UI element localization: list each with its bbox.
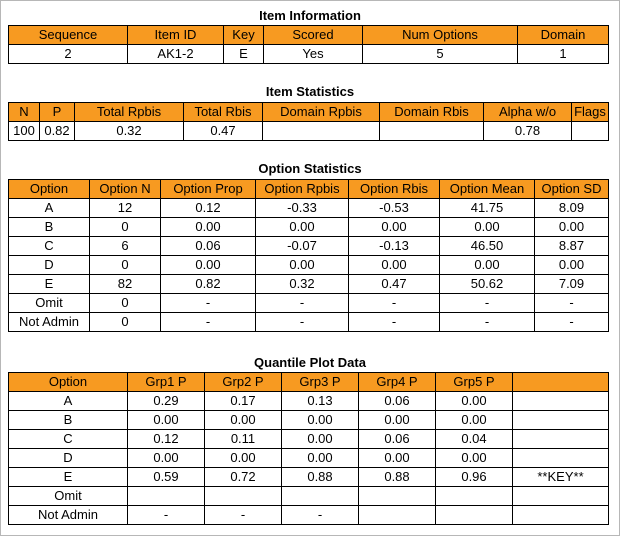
table-row: [9, 237, 609, 256]
table-cell: C: [9, 430, 128, 449]
header-cell: Key: [224, 26, 264, 45]
header-cell: Option Prop: [161, 180, 256, 199]
table-cell: 0.00: [128, 411, 205, 430]
table-row: [9, 506, 609, 525]
table-cell: [513, 449, 609, 468]
table-cell: E: [224, 45, 264, 64]
header-cell: Item ID: [128, 26, 224, 45]
header-cell: Num Options: [363, 26, 518, 45]
table-row: [9, 449, 609, 468]
table-cell: [128, 487, 205, 506]
table-cell: 0.00: [436, 392, 513, 411]
table-row: [9, 122, 609, 141]
table-row: [9, 218, 609, 237]
key-marker: **KEY**: [513, 468, 609, 487]
quantile-plot-data-title: Quantile Plot Data: [254, 355, 366, 370]
table-cell: 0.72: [205, 468, 282, 487]
table-cell: 0.00: [349, 218, 440, 237]
table-cell: 0.12: [128, 430, 205, 449]
table-cell: Not Admin: [9, 313, 90, 332]
table-cell: 0.00: [282, 411, 359, 430]
table-cell: 100: [9, 122, 40, 141]
table-cell: 0.00: [256, 256, 349, 275]
table-cell: 0.00: [161, 218, 256, 237]
header-cell: Option Rpbis: [256, 180, 349, 199]
table-cell: -: [440, 294, 535, 313]
table-cell: Not Admin: [9, 506, 128, 525]
table-cell: -: [440, 313, 535, 332]
table-cell: 0.00: [205, 449, 282, 468]
item-statistics-table: [8, 102, 609, 141]
table-cell: 0.12: [161, 199, 256, 218]
table-cell: 0.00: [440, 218, 535, 237]
header-cell: Option: [9, 180, 90, 199]
table-cell: 0.88: [282, 468, 359, 487]
header-cell: Grp5 P: [436, 373, 513, 392]
table-cell: 0.00: [440, 256, 535, 275]
table-cell: -: [535, 294, 609, 313]
table-cell: 0.00: [282, 449, 359, 468]
table-cell: -0.33: [256, 199, 349, 218]
table-row: [9, 392, 609, 411]
table-cell: [436, 506, 513, 525]
table-row: [9, 294, 609, 313]
table-cell: [263, 122, 380, 141]
table-cell: [513, 487, 609, 506]
table-cell: 0.00: [282, 430, 359, 449]
table-cell: [380, 122, 484, 141]
table-row: [9, 256, 609, 275]
table-cell: 0.47: [184, 122, 263, 141]
table-cell: 0.06: [359, 430, 436, 449]
table-cell: -0.53: [349, 199, 440, 218]
table-cell: [205, 487, 282, 506]
table-cell: -: [256, 294, 349, 313]
table-cell: 0.00: [436, 449, 513, 468]
table-cell: 0.00: [535, 256, 609, 275]
table-cell: 0.32: [75, 122, 184, 141]
table-cell: 46.50: [440, 237, 535, 256]
option-statistics-table: [8, 179, 609, 332]
header-cell: Option Rbis: [349, 180, 440, 199]
table-cell: 0.29: [128, 392, 205, 411]
table-cell: -: [349, 313, 440, 332]
table-cell: 41.75: [440, 199, 535, 218]
table-cell: 0: [90, 218, 161, 237]
table-cell: D: [9, 449, 128, 468]
table-cell: -: [349, 294, 440, 313]
table-row: [9, 430, 609, 449]
table-cell: 0.13: [282, 392, 359, 411]
table-cell: B: [9, 218, 90, 237]
table-cell: [513, 506, 609, 525]
table-header-row: [9, 26, 609, 45]
table-cell: D: [9, 256, 90, 275]
table-cell: 50.62: [440, 275, 535, 294]
table-cell: 0.00: [161, 256, 256, 275]
table-row: [9, 487, 609, 506]
table-cell: 0.00: [359, 449, 436, 468]
item-information-title: Item Information: [259, 8, 361, 23]
table-cell: 0.06: [359, 392, 436, 411]
table-cell: 0: [90, 256, 161, 275]
header-cell: Option SD: [535, 180, 609, 199]
table-cell: 12: [90, 199, 161, 218]
table-row: [9, 411, 609, 430]
table-header-row: [9, 180, 609, 199]
header-cell: Domain Rpbis: [263, 103, 380, 122]
table-cell: 2: [9, 45, 128, 64]
quantile-plot-data-table: [8, 372, 609, 525]
table-cell: 0.06: [161, 237, 256, 256]
table-cell: [436, 487, 513, 506]
table-cell: [513, 411, 609, 430]
table-cell: -: [282, 506, 359, 525]
table-cell: [572, 122, 609, 141]
table-cell: -0.13: [349, 237, 440, 256]
table-cell: [513, 392, 609, 411]
table-cell: [359, 487, 436, 506]
table-cell: 8.09: [535, 199, 609, 218]
header-cell: [513, 373, 609, 392]
table-cell: [282, 487, 359, 506]
header-cell: Flags: [572, 103, 609, 122]
table-row: [9, 468, 609, 487]
table-cell: 7.09: [535, 275, 609, 294]
table-cell: 0.88: [359, 468, 436, 487]
table-cell: A: [9, 392, 128, 411]
header-cell: Grp4 P: [359, 373, 436, 392]
table-cell: 0.00: [349, 256, 440, 275]
table-cell: 8.87: [535, 237, 609, 256]
table-cell: 0.00: [359, 411, 436, 430]
header-cell: Option: [9, 373, 128, 392]
header-cell: Sequence: [9, 26, 128, 45]
table-cell: 6: [90, 237, 161, 256]
header-cell: Domain Rbis: [380, 103, 484, 122]
table-cell: 0.11: [205, 430, 282, 449]
header-cell: Grp2 P: [205, 373, 282, 392]
table-cell: 0.00: [535, 218, 609, 237]
header-cell: Option N: [90, 180, 161, 199]
table-cell: 82: [90, 275, 161, 294]
table-cell: -: [256, 313, 349, 332]
table-cell: Omit: [9, 487, 128, 506]
table-cell: 0.00: [128, 449, 205, 468]
table-cell: 0.04: [436, 430, 513, 449]
table-cell: 0.32: [256, 275, 349, 294]
table-cell: -: [535, 313, 609, 332]
table-cell: 0.17: [205, 392, 282, 411]
table-cell: 0: [90, 313, 161, 332]
header-cell: N: [9, 103, 40, 122]
table-cell: [513, 430, 609, 449]
table-cell: E: [9, 468, 128, 487]
table-cell: -: [161, 294, 256, 313]
header-cell: Option Mean: [440, 180, 535, 199]
header-cell: Grp3 P: [282, 373, 359, 392]
table-cell: 0.00: [256, 218, 349, 237]
table-cell: -: [128, 506, 205, 525]
table-cell: Omit: [9, 294, 90, 313]
table-cell: B: [9, 411, 128, 430]
header-cell: Domain: [518, 26, 609, 45]
item-statistics-title: Item Statistics: [265, 84, 355, 99]
option-statistics-title: Option Statistics: [258, 161, 362, 176]
table-cell: 1: [518, 45, 609, 64]
table-cell: -0.07: [256, 237, 349, 256]
table-cell: E: [9, 275, 90, 294]
header-cell: Total Rpbis: [75, 103, 184, 122]
table-cell: 0.82: [161, 275, 256, 294]
table-cell: A: [9, 199, 90, 218]
header-cell: P: [40, 103, 75, 122]
table-cell: C: [9, 237, 90, 256]
item-information-table: [8, 25, 609, 64]
table-cell: 0.00: [436, 411, 513, 430]
header-cell: Alpha w/o: [484, 103, 572, 122]
table-cell: 0: [90, 294, 161, 313]
table-cell: -: [161, 313, 256, 332]
table-cell: 0.47: [349, 275, 440, 294]
table-cell: 0.59: [128, 468, 205, 487]
table-cell: 0.00: [205, 411, 282, 430]
table-row: [9, 45, 609, 64]
header-cell: Grp1 P: [128, 373, 205, 392]
table-cell: 0.78: [484, 122, 572, 141]
table-row: [9, 199, 609, 218]
table-cell: [359, 506, 436, 525]
table-header-row: [9, 103, 609, 122]
table-row: [9, 313, 609, 332]
table-cell: 0.82: [40, 122, 75, 141]
header-cell: Total Rbis: [184, 103, 263, 122]
table-cell: 5: [363, 45, 518, 64]
table-row: [9, 275, 609, 294]
table-header-row: [9, 373, 609, 392]
table-cell: Yes: [264, 45, 363, 64]
table-cell: -: [205, 506, 282, 525]
table-cell: AK1-2: [128, 45, 224, 64]
table-cell: 0.96: [436, 468, 513, 487]
header-cell: Scored: [264, 26, 363, 45]
